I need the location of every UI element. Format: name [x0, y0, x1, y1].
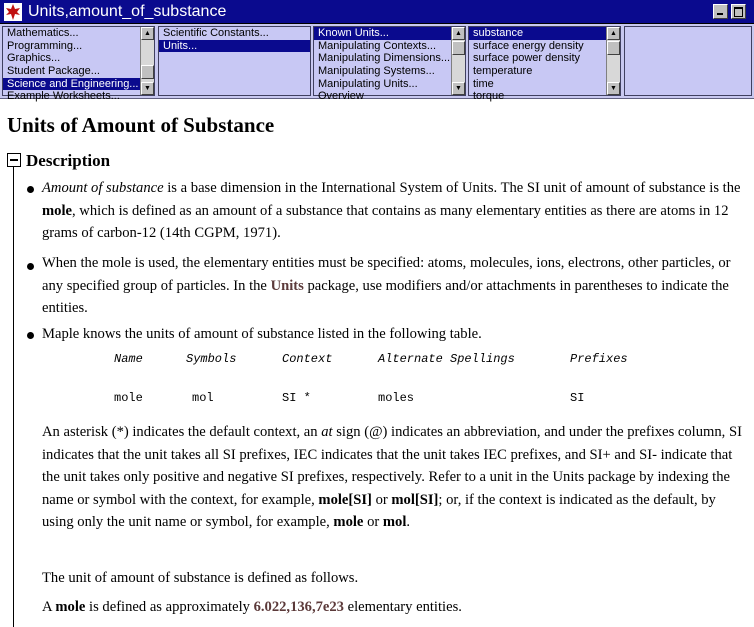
browser-pane-3[interactable]: [313, 26, 466, 103]
help-content: [0, 99, 754, 618]
window-title: Units,amount_of_substance: [28, 3, 227, 20]
text: A: [42, 599, 56, 615]
scroll-up-arrow-icon[interactable]: ▲: [452, 27, 465, 40]
list-item[interactable]: Graphics...: [7, 52, 61, 65]
scroll-thumb[interactable]: [141, 65, 154, 79]
maximize-button[interactable]: [731, 4, 746, 19]
section-bracket-line: [13, 167, 14, 627]
scroll-down-arrow-icon[interactable]: ▼: [452, 82, 465, 95]
list-item[interactable]: surface energy density: [473, 39, 584, 52]
bullet-icon: [27, 186, 34, 193]
minimize-button[interactable]: [713, 4, 728, 19]
collapse-section-icon[interactable]: [7, 153, 21, 167]
table-cell-prefixes: SI: [570, 391, 585, 405]
scroll-up-arrow-icon[interactable]: ▲: [607, 27, 620, 40]
page-title: Units of Amount of Substance: [7, 113, 275, 137]
description-bullet-1: [42, 177, 750, 245]
text-at: at: [321, 424, 333, 440]
scroll-thumb[interactable]: [607, 41, 620, 55]
pane-scrollbar[interactable]: [140, 27, 154, 95]
text: , which is defined as an amount of a substance that contains as many elementary entities as there are atoms in 12 grams of carbon-12 (14th CGPM, 1971).: [42, 202, 729, 241]
browser-pane-4[interactable]: [468, 26, 621, 103]
list-item[interactable]: surface power density: [473, 52, 580, 65]
browser-pane-1[interactable]: [2, 26, 155, 103]
table-cell-alternate-spellings: moles: [378, 391, 415, 405]
text: An asterisk (*) indicates the default context, an: [42, 424, 322, 440]
list-item-selected[interactable]: Units...: [159, 40, 310, 53]
table-cell-symbol: mol: [192, 391, 214, 405]
example-mol: mol: [382, 514, 407, 530]
mole-definition: [42, 596, 750, 619]
avogadro-value-link[interactable]: 6.022,136,7e23: [253, 599, 344, 615]
scroll-thumb[interactable]: [452, 41, 465, 55]
title-bar: [0, 0, 754, 24]
list-item[interactable]: Example Worksheets...: [7, 90, 120, 103]
text: sign (@) indicates an abbreviation, and under the prefixes column, SI indicates that the unit takes all SI prefixes, IEC indicates that the unit takes IEC prefixes, and SI+ and SI- indicate that the unit takes only positive and negative SI prefixes, respectively. Refer to a unit in the Units package by indexing the name or symbol with the context, for example,: [42, 424, 742, 508]
pane-list: [469, 27, 606, 103]
table-cell-context: SI *: [282, 391, 311, 405]
list-item-selected[interactable]: Known Units...: [314, 27, 451, 40]
list-item[interactable]: Manipulating Contexts...: [318, 39, 437, 52]
term-mole: mole: [42, 202, 72, 219]
text: .: [406, 514, 411, 530]
description-bullet-2: [42, 252, 750, 320]
text: is defined as approximately: [85, 599, 254, 615]
topic-browser: [0, 24, 754, 103]
section-title: Description: [26, 151, 111, 170]
pane-list: [314, 27, 451, 103]
pane-list: [3, 27, 140, 103]
list-item[interactable]: Mathematics...: [7, 27, 79, 39]
pane-scrollbar[interactable]: [451, 27, 465, 95]
maple-leaf-icon[interactable]: [4, 3, 22, 21]
list-item[interactable]: temperature: [473, 65, 533, 78]
description-bullet-3: Maple knows the units of amount of substance listed in the following table.: [42, 326, 482, 342]
text: elementary entities.: [343, 599, 462, 615]
pane-list: [159, 27, 310, 52]
text: When the mole is used, the elementary entities must be specified: atoms, molecules, ions, electrons, other particles, or any specified group of particles. In the: [42, 255, 731, 294]
text: ; or, if the context is indicated as the default, by using only the unit name or symbol, for example,: [42, 491, 716, 530]
example-mole-si: mole[SI]: [318, 491, 372, 508]
browser-pane-2[interactable]: [158, 26, 311, 96]
list-item-selected[interactable]: Science and Engineering...: [3, 78, 140, 91]
list-item[interactable]: Programming...: [7, 39, 83, 52]
text: package, use modifiers and/or attachments in parentheses to indicate the entities.: [42, 277, 729, 316]
term-amount-of-substance: Amount of substance: [42, 180, 164, 196]
text: or: [363, 514, 383, 530]
list-item[interactable]: Overview: [318, 90, 364, 103]
table-header-context: Context: [282, 352, 333, 366]
list-item[interactable]: Manipulating Units...: [318, 77, 418, 90]
scroll-up-arrow-icon[interactable]: ▲: [141, 27, 154, 40]
list-item[interactable]: Scientific Constants...: [163, 27, 269, 39]
asterisk-explanation-paragraph: [42, 421, 750, 534]
scroll-down-arrow-icon[interactable]: ▼: [141, 82, 154, 95]
list-item[interactable]: time: [473, 77, 494, 90]
list-item[interactable]: Manipulating Dimensions...: [318, 52, 451, 65]
scroll-down-arrow-icon[interactable]: ▼: [607, 82, 620, 95]
table-header-name: Name: [114, 352, 143, 366]
list-item[interactable]: Manipulating Systems...: [318, 65, 435, 78]
bullet-icon: [27, 332, 34, 339]
text: is a base dimension in the International System of Units. The SI unit of amount of substance is the: [163, 180, 741, 196]
table-header-prefixes: Prefixes: [570, 352, 628, 366]
list-item-selected[interactable]: substance: [469, 27, 606, 40]
pane-scrollbar[interactable]: [606, 27, 620, 95]
term-mole: mole: [55, 599, 86, 615]
table-header-symbols: Symbols: [186, 352, 237, 366]
table-header-alternate-spellings: Alternate Spellings: [378, 352, 515, 366]
example-mol-si: mol[SI]: [391, 491, 439, 508]
list-item[interactable]: torque: [473, 90, 505, 103]
units-link[interactable]: Units: [270, 277, 304, 294]
browser-pane-5[interactable]: [624, 26, 752, 96]
definition-intro: The unit of amount of substance is defined as follows.: [42, 570, 359, 586]
text: or: [371, 491, 392, 508]
example-mole: mole: [333, 514, 364, 530]
list-item[interactable]: Student Package...: [7, 65, 100, 78]
table-cell-name: mole: [114, 391, 143, 405]
bullet-icon: [27, 263, 34, 270]
